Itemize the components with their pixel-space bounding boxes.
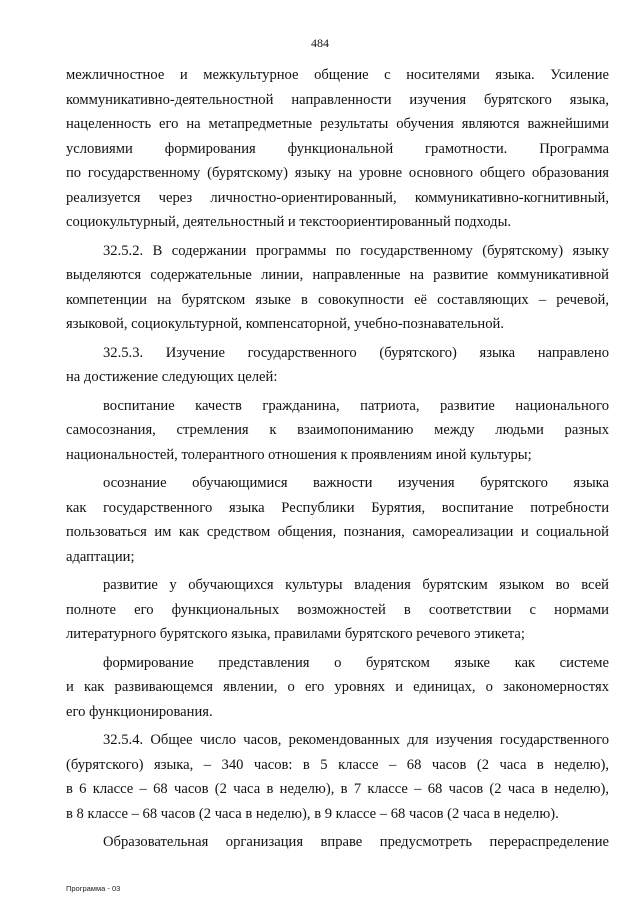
text-line: национальностей, толерантного отношения к проявлениям иной культуры; <box>66 446 532 463</box>
page-number: 484 <box>311 36 329 50</box>
page-footer: Программа - 03 <box>66 884 121 893</box>
text-line: адаптации; <box>66 548 135 565</box>
text-line: осознание обучающимися важности изучения бурятского языка <box>103 475 609 491</box>
text-line: в 8 классе – 68 часов (2 часа в неделю), в 9 классе – 68 часов (2 часа в неделю). <box>66 805 559 822</box>
paragraph <box>66 573 609 647</box>
text-line: полноте его функциональных возможностей в соответствии с нормами <box>66 601 609 618</box>
text-line: реализуется через личностно-ориентированный, коммуникативно-когнитивный, <box>66 189 609 206</box>
text-line: выделяются содержательные линии, направленные на развитие коммуникативной <box>66 267 609 283</box>
text-line: Образовательная организация вправе предусмотреть перераспределение <box>103 834 609 850</box>
paragraph <box>66 341 609 390</box>
text-line: социокультурный, деятельностный и текстоориентированный подходы. <box>66 214 512 230</box>
text-line: коммуникативно-деятельностной направленности изучения бурятского языка, <box>66 91 609 108</box>
text-line: (бурятского) языка, – 340 часов: в 5 классе – 68 часов (2 часа в неделю), <box>66 756 609 773</box>
paragraph <box>66 63 609 235</box>
text-line: на достижение следующих целей: <box>66 369 278 385</box>
text-line: компетенции на бурятском языке в совокупности её составляющих – речевой, <box>66 291 609 308</box>
text-line: как государственного языка Республики Бурятия, воспитание потребности <box>66 499 609 516</box>
paragraph <box>66 471 609 569</box>
text-line: 32.5.4. Общее число часов, рекомендованных для изучения государственного <box>103 732 609 748</box>
text-line: условиями формирования функциональной грамотности. Программа <box>66 140 609 157</box>
text-line: самосознания, стремления к взаимопониманию между людьми разных <box>66 422 609 438</box>
text-line: его функционирования. <box>66 703 213 720</box>
text-line: нацеленность его на метапредметные результаты обучения являются важнейшими <box>66 116 609 132</box>
paragraph <box>66 651 609 725</box>
paragraph <box>66 394 609 468</box>
text-line: литературного бурятского языка, правилами бурятского речевого этикета; <box>66 626 525 642</box>
paragraph <box>66 239 609 337</box>
text-line: формирование представления о бурятском языке как системе <box>103 654 609 671</box>
text-line: и как развивающемся явлении, о его уровнях и единицах, о закономерностях <box>66 679 609 695</box>
document-body <box>66 63 609 855</box>
text-line: по государственному (бурятскому) языку на уровне основного общего образования <box>66 165 609 181</box>
text-line: в 6 классе – 68 часов (2 часа в неделю), в 7 классе – 68 часов (2 часа в неделю), <box>66 781 609 797</box>
text-line: межличностное и межкультурное общение с носителями языка. Усиление <box>66 67 609 83</box>
text-line: языковой, социокультурной, компенсаторной, учебно-познавательной. <box>66 316 504 332</box>
text-line: 32.5.3. Изучение государственного (бурятского) языка направлено <box>103 344 609 361</box>
text-line: развитие у обучающихся культуры владения бурятским языком во всей <box>103 577 609 593</box>
text-line: пользоваться им как средством общения, познания, самореализации и социальной <box>66 524 609 540</box>
text-line: 32.5.2. В содержании программы по государственному (бурятскому) языку <box>103 242 609 259</box>
paragraph <box>66 728 609 826</box>
text-line: воспитание качеств гражданина, патриота, развитие национального <box>103 397 609 414</box>
paragraph <box>66 830 609 855</box>
